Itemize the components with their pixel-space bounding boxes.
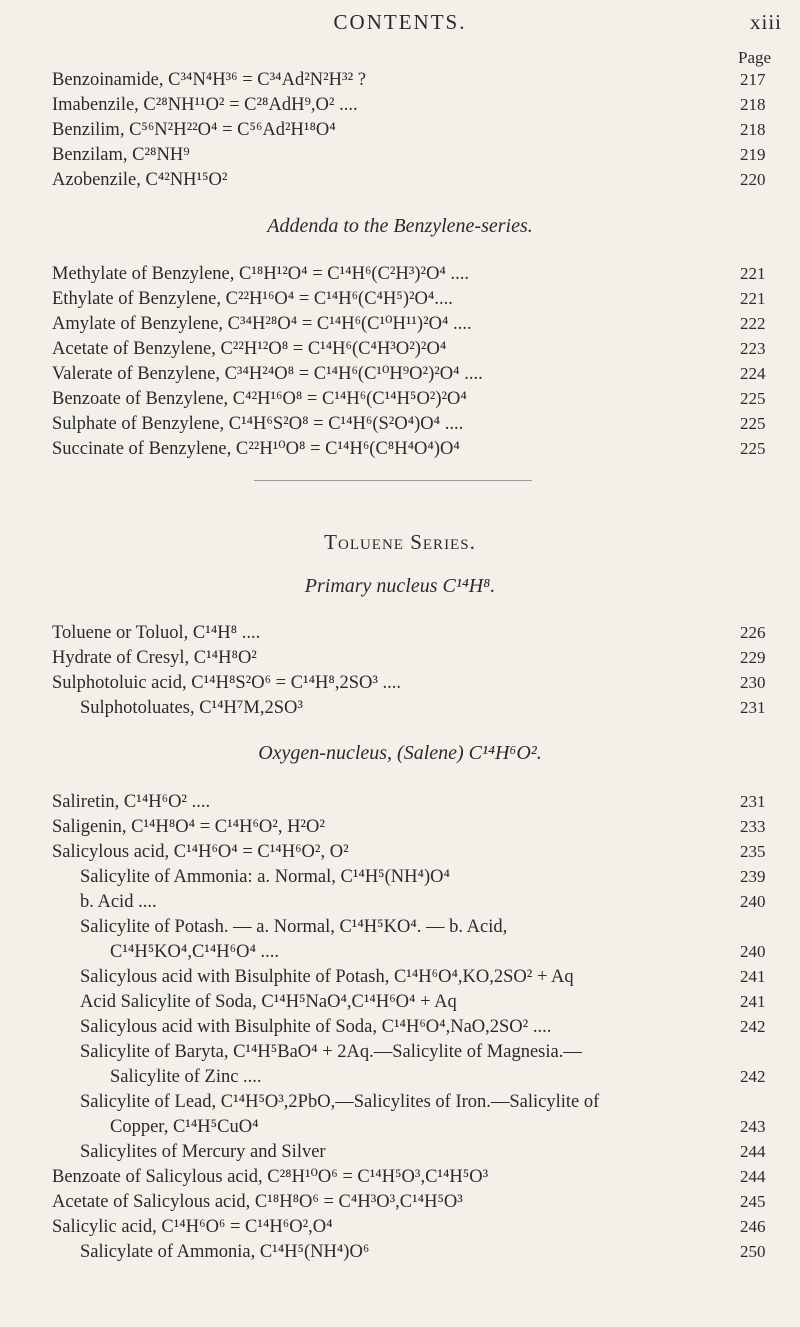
toc-page-number: 219 [740,145,766,164]
toc-entry: Salicylite of Ammonia: a. Normal, C¹⁴H⁵(NH⁴)O⁴ [80,867,450,887]
toc-page-number: 218 [740,95,766,114]
toc-entry-continued: C¹⁴H⁵KO⁴,C¹⁴H⁶O⁴ .... [110,942,280,962]
toc-page-number: 241 [740,992,766,1011]
toc-page-number: 244 [740,1142,766,1161]
toc-page-number: 222 [740,314,766,333]
toc-page-number: 240 [740,892,766,911]
toc-page-number: 217 [740,70,766,89]
toc-page-number: 242 [740,1017,766,1036]
toc-entry: Salicylous acid, C¹⁴H⁶O⁴ = C¹⁴H⁶O², O² [52,842,349,862]
toc-page-number: 233 [740,817,766,836]
toc-page-number: 221 [740,289,766,308]
toc-page-number: 224 [740,364,766,383]
toc-entry: Acetate of Salicylous acid, C¹⁸H⁸O⁶ = C⁴H³O³,C¹⁴H⁵O³ [52,1192,463,1212]
toc-page-number: 242 [740,1067,766,1086]
toc-entry: Salicylous acid with Bisulphite of Potash, C¹⁴H⁶O⁴,KO,2SO² + Aq [80,967,574,987]
toc-entry: Salicylous acid with Bisulphite of Soda, C¹⁴H⁶O⁴,NaO,2SO² .... [80,1017,552,1037]
toc-entry: Sulphotoluic acid, C¹⁴H⁸S²O⁶ = C¹⁴H⁸,2SO³ .... [52,673,402,693]
toc-entry: Salicylite of Baryta, C¹⁴H⁵BaO⁴ + 2Aq.—Salicylite of Magnesia.— [80,1042,582,1062]
toc-entry: Benzoate of Benzylene, C⁴²H¹⁶O⁸ = C¹⁴H⁶(C¹⁴H⁵O²)²O⁴ [52,389,467,409]
toc-page-number: 244 [740,1167,766,1186]
toc-entry: Ethylate of Benzylene, C²²H¹⁶O⁴ = C¹⁴H⁶(C⁴H⁵)²O⁴.... [52,289,453,309]
toc-page-number: 231 [740,792,766,811]
toc-entry: Hydrate of Cresyl, C¹⁴H⁸O² [52,648,257,668]
toc-page-number: 218 [740,120,766,139]
toc-page-number: 245 [740,1192,766,1211]
toc-page-number: 225 [740,389,766,408]
toc-entry: Acetate of Benzylene, C²²H¹²O⁸ = C¹⁴H⁶(C⁴H³O²)²O⁴ [52,339,447,359]
section-subheading: Primary nucleus C¹⁴H⁸. [304,575,496,597]
toc-entry: Succinate of Benzylene, C²²H¹⁰O⁸ = C¹⁴H⁶(C⁸H⁴O⁴)O⁴ [52,439,460,459]
toc-entry: b. Acid .... [80,892,157,912]
toc-entry: Acid Salicylite of Soda, C¹⁴H⁵NaO⁴,C¹⁴H⁶O⁴ + Aq [80,992,457,1012]
toc-page-number: 243 [740,1117,766,1136]
toc-page-number: 230 [740,673,766,692]
toc-page-number: 250 [740,1242,766,1261]
toc-entry: Sulphotoluates, C¹⁴H⁷M,2SO³ [80,698,303,718]
section-subheading: Oxygen-nucleus, (Salene) C¹⁴H⁶O². [258,742,542,764]
toc-page-number: 225 [740,439,766,458]
toc-page-number: 231 [740,698,766,717]
toc-page-number: 221 [740,264,766,283]
toc-entry: Salicylate of Ammonia, C¹⁴H⁵(NH⁴)O⁶ [80,1242,370,1262]
section-divider [254,480,532,481]
toc-page-number: 240 [740,942,766,961]
toc-entry: Amylate of Benzylene, C³⁴H²⁸O⁴ = C¹⁴H⁶(C¹⁰H¹¹)²O⁴ .... [52,314,472,334]
running-header-page-number: xiii [750,10,783,34]
toc-page-number: 229 [740,648,766,667]
toc-entry: Benzoinamide, C³⁴N⁴H³⁶ = C³⁴Ad²N²H³² ? [52,70,366,90]
toc-page-number: 239 [740,867,766,886]
toc-entry-continued: Copper, C¹⁴H⁵CuO⁴ [110,1117,259,1137]
toc-entry: Saliretin, C¹⁴H⁶O² .... [52,792,211,812]
toc-page-number: 246 [740,1217,766,1236]
toc-entry: Methylate of Benzylene, C¹⁸H¹²O⁴ = C¹⁴H⁶(C²H³)²O⁴ .... [52,264,470,284]
toc-page-number: 226 [740,623,766,642]
toc-entry: Benzilim, C⁵⁶N²H²²O⁴ = C⁵⁶Ad²H¹⁸O⁴ [52,120,336,140]
toc-entry: Benzoate of Salicylous acid, C²⁸H¹⁰O⁶ = C¹⁴H⁵O³,C¹⁴H⁵O³ [52,1167,489,1187]
toc-entry: Imabenzile, C²⁸NH¹¹O² = C²⁸AdH⁹,O² .... [52,95,358,115]
toc-entry: Saligenin, C¹⁴H⁸O⁴ = C¹⁴H⁶O², H²O² [52,817,325,837]
toc-page-number: 220 [740,170,766,189]
toc-entry: Sulphate of Benzylene, C¹⁴H⁶S²O⁸ = C¹⁴H⁶(S²O⁴)O⁴ .... [52,414,464,434]
toc-entry: Salicylic acid, C¹⁴H⁶O⁶ = C¹⁴H⁶O²,O⁴ [52,1217,333,1237]
toc-entry: Toluene or Toluol, C¹⁴H⁸ .... [52,623,261,643]
toc-entry: Salicylite of Lead, C¹⁴H⁵O³,2PbO,—Salicylites of Iron.—Salicylite of [80,1092,600,1112]
running-header-title: CONTENTS. [333,10,467,34]
page-column-label: Page [738,48,772,67]
toc-page-number: 241 [740,967,766,986]
toc-page-number: 235 [740,842,766,861]
toc-page-number: 225 [740,414,766,433]
toc-entry: Benzilam, C²⁸NH⁹ [52,145,190,165]
toc-page-number: 223 [740,339,766,358]
toc-entry: Salicylites of Mercury and Silver [80,1142,326,1162]
toc-entry: Azobenzile, C⁴²NH¹⁵O² [52,170,228,190]
toc-entry-continued: Salicylite of Zinc .... [110,1067,262,1087]
toc-entry: Valerate of Benzylene, C³⁴H²⁴O⁸ = C¹⁴H⁶(C¹⁰H⁹O²)²O⁴ .... [52,364,483,384]
toc-entry: Salicylite of Potash. — a. Normal, C¹⁴H⁵KO⁴. — b. Acid, [80,917,508,937]
section-heading: Toluene Series. [324,530,476,554]
section-heading: Addenda to the Benzylene-series. [267,215,533,237]
